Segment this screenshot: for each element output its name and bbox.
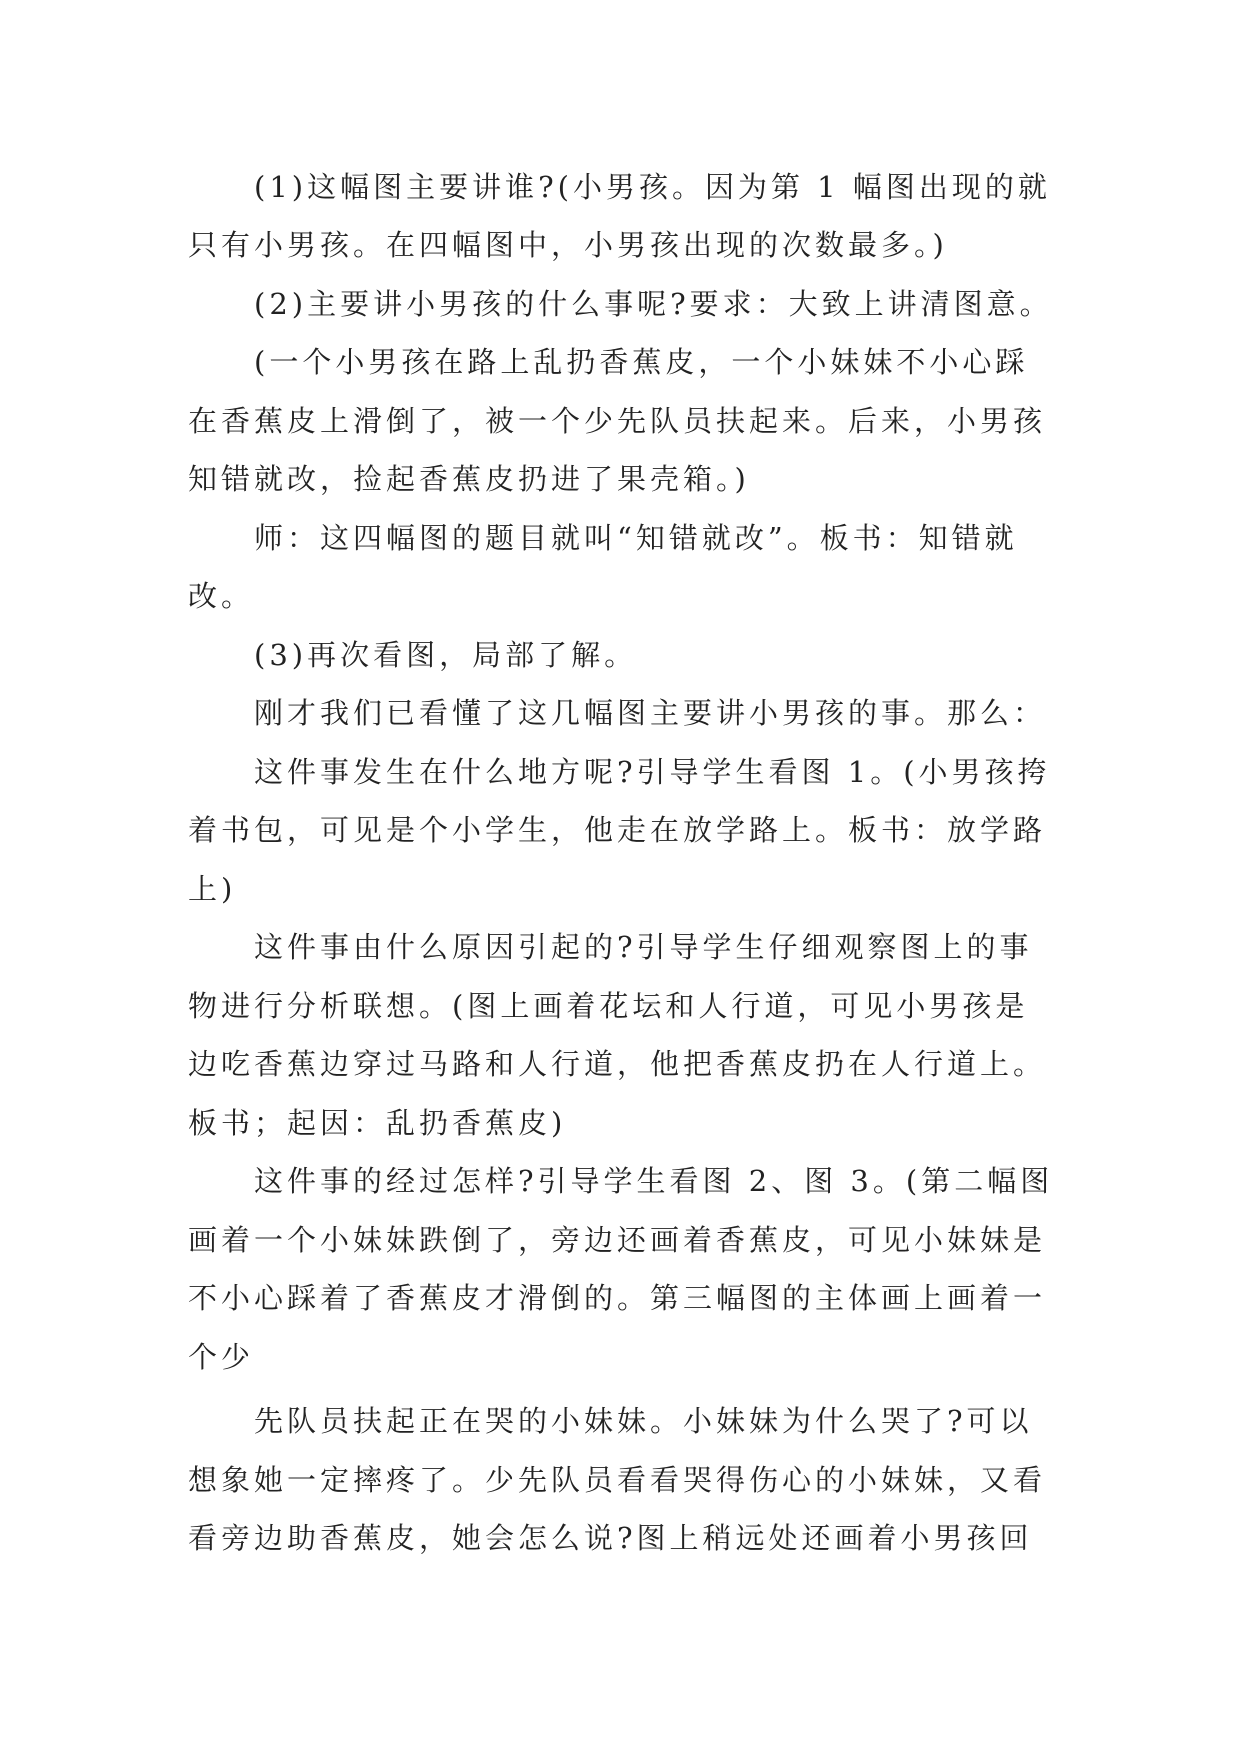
text-line: 边吃香蕉边穿过马路和人行道，他把香蕉皮扔在人行道上。 — [188, 1047, 1047, 1081]
text-line: 这件事的经过怎样?引导学生看图 2、图 3。(第二幅图 — [254, 1164, 1054, 1198]
text-line: 物进行分析联想。(图上画着花坛和人行道，可见小男孩是 — [188, 989, 1029, 1023]
text-line: (3)再次看图，局部了解。 — [254, 638, 638, 672]
text-line: 上) — [188, 872, 237, 906]
text-line: 画着一个小妹妹跌倒了，旁边还画着香蕉皮，可见小妹妹是 — [188, 1223, 1047, 1257]
text-line: 想象她一定摔疼了。少先队员看看哭得伤心的小妹妹，又看 — [188, 1463, 1047, 1497]
text-line: 着书包，可见是个小学生，他走在放学路上。板书：放学路 — [188, 813, 1047, 847]
text-line: 知错就改，捡起香蕉皮扔进了果壳箱。) — [188, 462, 750, 496]
text-line: 个少 — [188, 1340, 255, 1374]
text-line: 这件事发生在什么地方呢?引导学生看图 1。(小男孩挎 — [254, 755, 1051, 789]
text-line: 板书；起因：乱扔香蕉皮) — [188, 1106, 567, 1140]
text-line: (一个小男孩在路上乱扔香蕉皮，一个小妹妹不小心踩 — [254, 345, 1029, 379]
text-line: 刚才我们已看懂了这几幅图主要讲小男孩的事。那么： — [254, 696, 1047, 730]
text-line: (1)这幅图主要讲谁?(小男孩。因为第 1 幅图出现的就 — [254, 170, 1051, 204]
text-line: 这件事由什么原因引起的?引导学生仔细观察图上的事 — [254, 930, 1033, 964]
text-line: (2)主要讲小男孩的什么事呢?要求：大致上讲清图意。 — [254, 287, 1053, 321]
text-line: 看旁边助香蕉皮，她会怎么说?图上稍远处还画着小男孩回 — [188, 1521, 1033, 1555]
text-line: 在香蕉皮上滑倒了，被一个少先队员扶起来。后来，小男孩 — [188, 404, 1047, 438]
text-line: 改。 — [188, 579, 255, 613]
text-line: 只有小男孩。在四幅图中，小男孩出现的次数最多。) — [188, 228, 948, 262]
text-line: 不小心踩着了香蕉皮才滑倒的。第三幅图的主体画上画着一 — [188, 1281, 1047, 1315]
text-line: 师：这四幅图的题目就叫“知错就改”。板书：知错就 — [254, 521, 1018, 555]
text-line: 先队员扶起正在哭的小妹妹。小妹妹为什么哭了?可以 — [254, 1404, 1033, 1438]
